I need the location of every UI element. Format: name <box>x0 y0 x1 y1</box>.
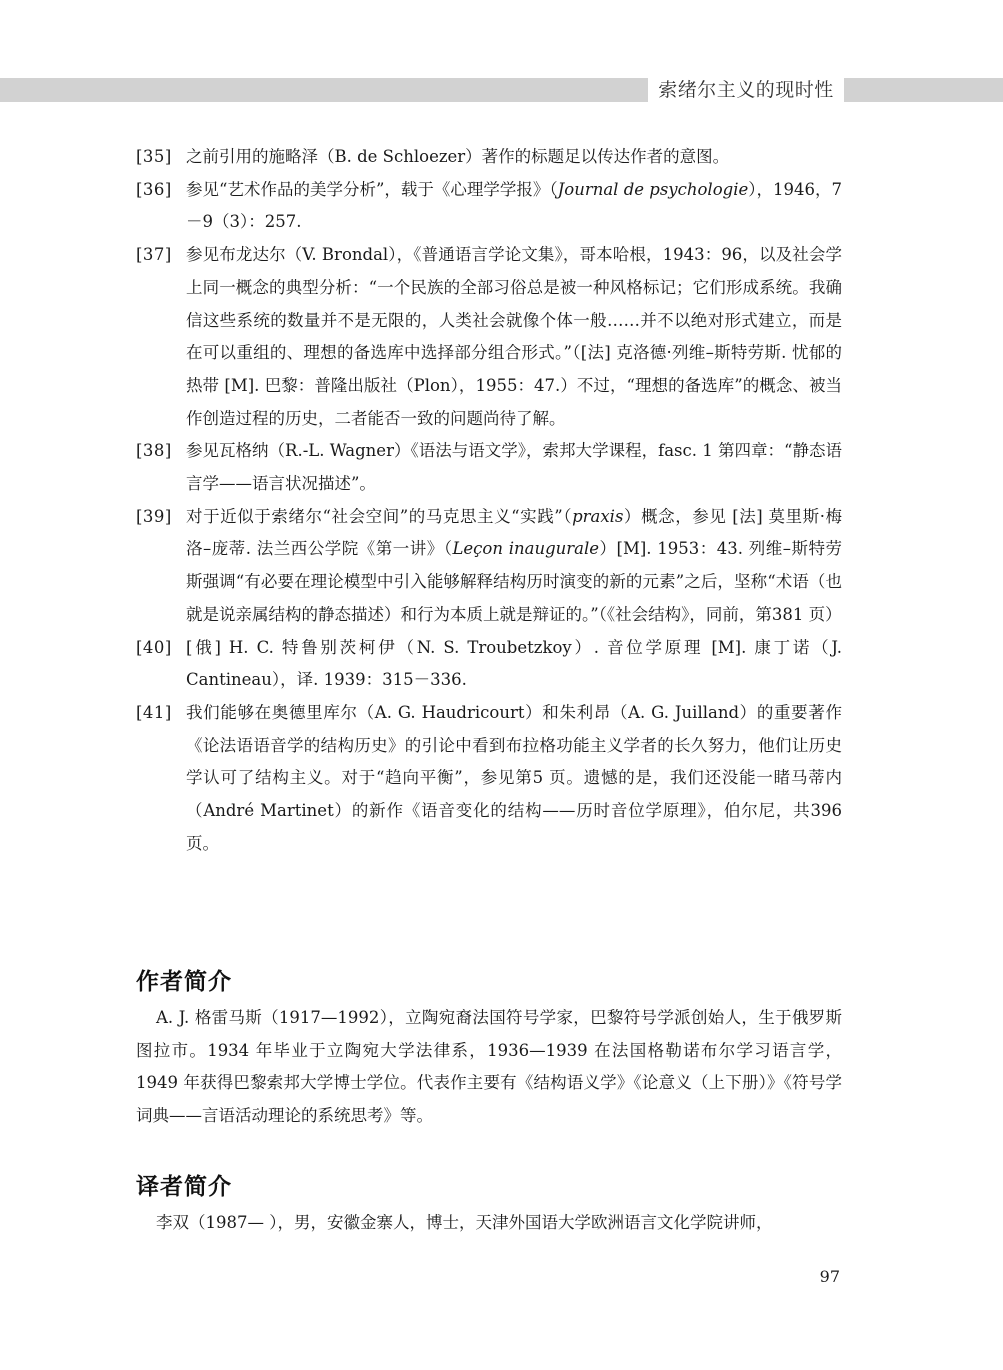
text-segment: 参见布龙达尔（V. Brondal），《普通语言学论文集》，哥本哈根，1943：96，以及社会学上同一概念的典型分析：“一个民族的全部习俗总是被一种风格标记；它们形成系统。我确信这些系统的数量并不是无限的，人类社会就像个体一般……并不以绝对形式建立，而是在可以重组的、理想的备选库中选择部分组合形式。”（[法] 克洛德·列维–斯特劳斯. 忧郁的热带 [M]. 巴黎：普隆出版社（Plon），1955：47.）不过，“理想的备选库”的概念、被当作创造过程的历史，二者能否一致的问题尚待了解。 <box>186 245 842 428</box>
endnote-number: [36] <box>136 179 172 199</box>
translator-heading: 译者简介 <box>136 1174 232 1200</box>
text-segment: 我们能够在奥德里库尔（A. G. Haudricourt）和朱利昂（A. G. Juilland）的重要著作《论法语语音学的结构历史》的引论中看到布拉格功能主义学者的长久努力，他们让历史学认可了结构主义。对于“趋向平衡”，参见第5 页。遗憾的是，我们还没能一睹马蒂内（André Martinet）的新作《语音变化的结构——历时音位学原理》，伯尔尼，共396 页。 <box>186 702 842 853</box>
italic-title: Leçon inaugurale <box>452 539 600 559</box>
text-segment: 对于近似于索绪尔“社会空间”的马克思主义“实践”（ <box>186 506 573 526</box>
endnote-number: [39] <box>136 506 172 526</box>
text-segment: ），1946，7－9（3）：257. <box>186 179 842 232</box>
text-segment: [俄] H. C. 特鲁别茨柯伊（N. S. Troubetzkoy）. 音位学原理 [M]. 康丁诺（J. Cantineau），译. 1939：315－336. <box>186 637 842 690</box>
endnote-text <box>186 501 842 632</box>
endnote-text <box>186 174 842 239</box>
header-band <box>0 78 1003 102</box>
endnote-number: [40] <box>136 637 172 657</box>
author-heading: 作者简介 <box>136 969 232 995</box>
endnote-text <box>186 697 842 861</box>
endnote <box>136 174 842 239</box>
italic-title: Journal de psychologie <box>557 179 749 199</box>
endnote-number: [37] <box>136 245 172 265</box>
endnote <box>136 501 842 632</box>
italic-title: praxis <box>572 506 624 526</box>
running-header-title: 索绪尔主义的现时性 <box>648 75 844 105</box>
text-segment: ）概念，参见 [法] 莫里斯·梅洛–庞蒂. 法兰西公学院《第一讲》（ <box>186 506 843 559</box>
endnote <box>136 435 842 500</box>
text-segment: ）[M]. 1953：43. 列维–斯特劳斯强调“有必要在理论模型中引入能够解释结构历时演变的新的元素”之后，坚称“术语（也就是说亲属结构的静态描述）和行为本质上就是辩证的。”（《社会结构》，同前，第381 页） <box>186 539 842 624</box>
text-segment: 之前引用的施略泽（B. de Schloezer）著作的标题足以传达作者的意图。 <box>186 147 730 166</box>
endnote-number: [38] <box>136 441 172 461</box>
endnote-number: [35] <box>136 147 172 166</box>
endnotes-list <box>136 141 842 860</box>
endnote-number: [41] <box>136 702 172 722</box>
endnote <box>136 239 842 435</box>
endnote-text <box>186 141 842 174</box>
endnote <box>136 141 842 174</box>
text-segment: 参见瓦格纳（R.-L. Wagner）《语法与语文学》，索邦大学课程，fasc. 1 第四章：“静态语言学——语言状况描述”。 <box>186 441 842 494</box>
text-segment: 参见“艺术作品的美学分析”，载于《心理学学报》（ <box>186 179 558 199</box>
endnote-text <box>186 239 842 435</box>
endnote-text <box>186 435 842 500</box>
translator-bio: 李双（1987— ），男，安徽金寨人，博士，天津外国语大学欧洲语言文化学院讲师， <box>156 1213 773 1232</box>
endnote <box>136 632 842 697</box>
endnote <box>136 697 842 861</box>
author-bio: A. J. 格雷马斯（1917—1992），立陶宛裔法国符号学家，巴黎符号学派创始人，生于俄罗斯图拉市。1934 年毕业于立陶宛大学法律系，1936—1939 在法国格勒诺布尔学习语言学，1949 年获得巴黎索邦大学博士学位。代表作主要有《结构语义学》《论意义（上下册）》《符号学词典——言语活动理论的系统思考》等。 <box>136 1008 842 1126</box>
endnote-text <box>186 632 842 697</box>
page-number: 97 <box>819 1267 840 1286</box>
